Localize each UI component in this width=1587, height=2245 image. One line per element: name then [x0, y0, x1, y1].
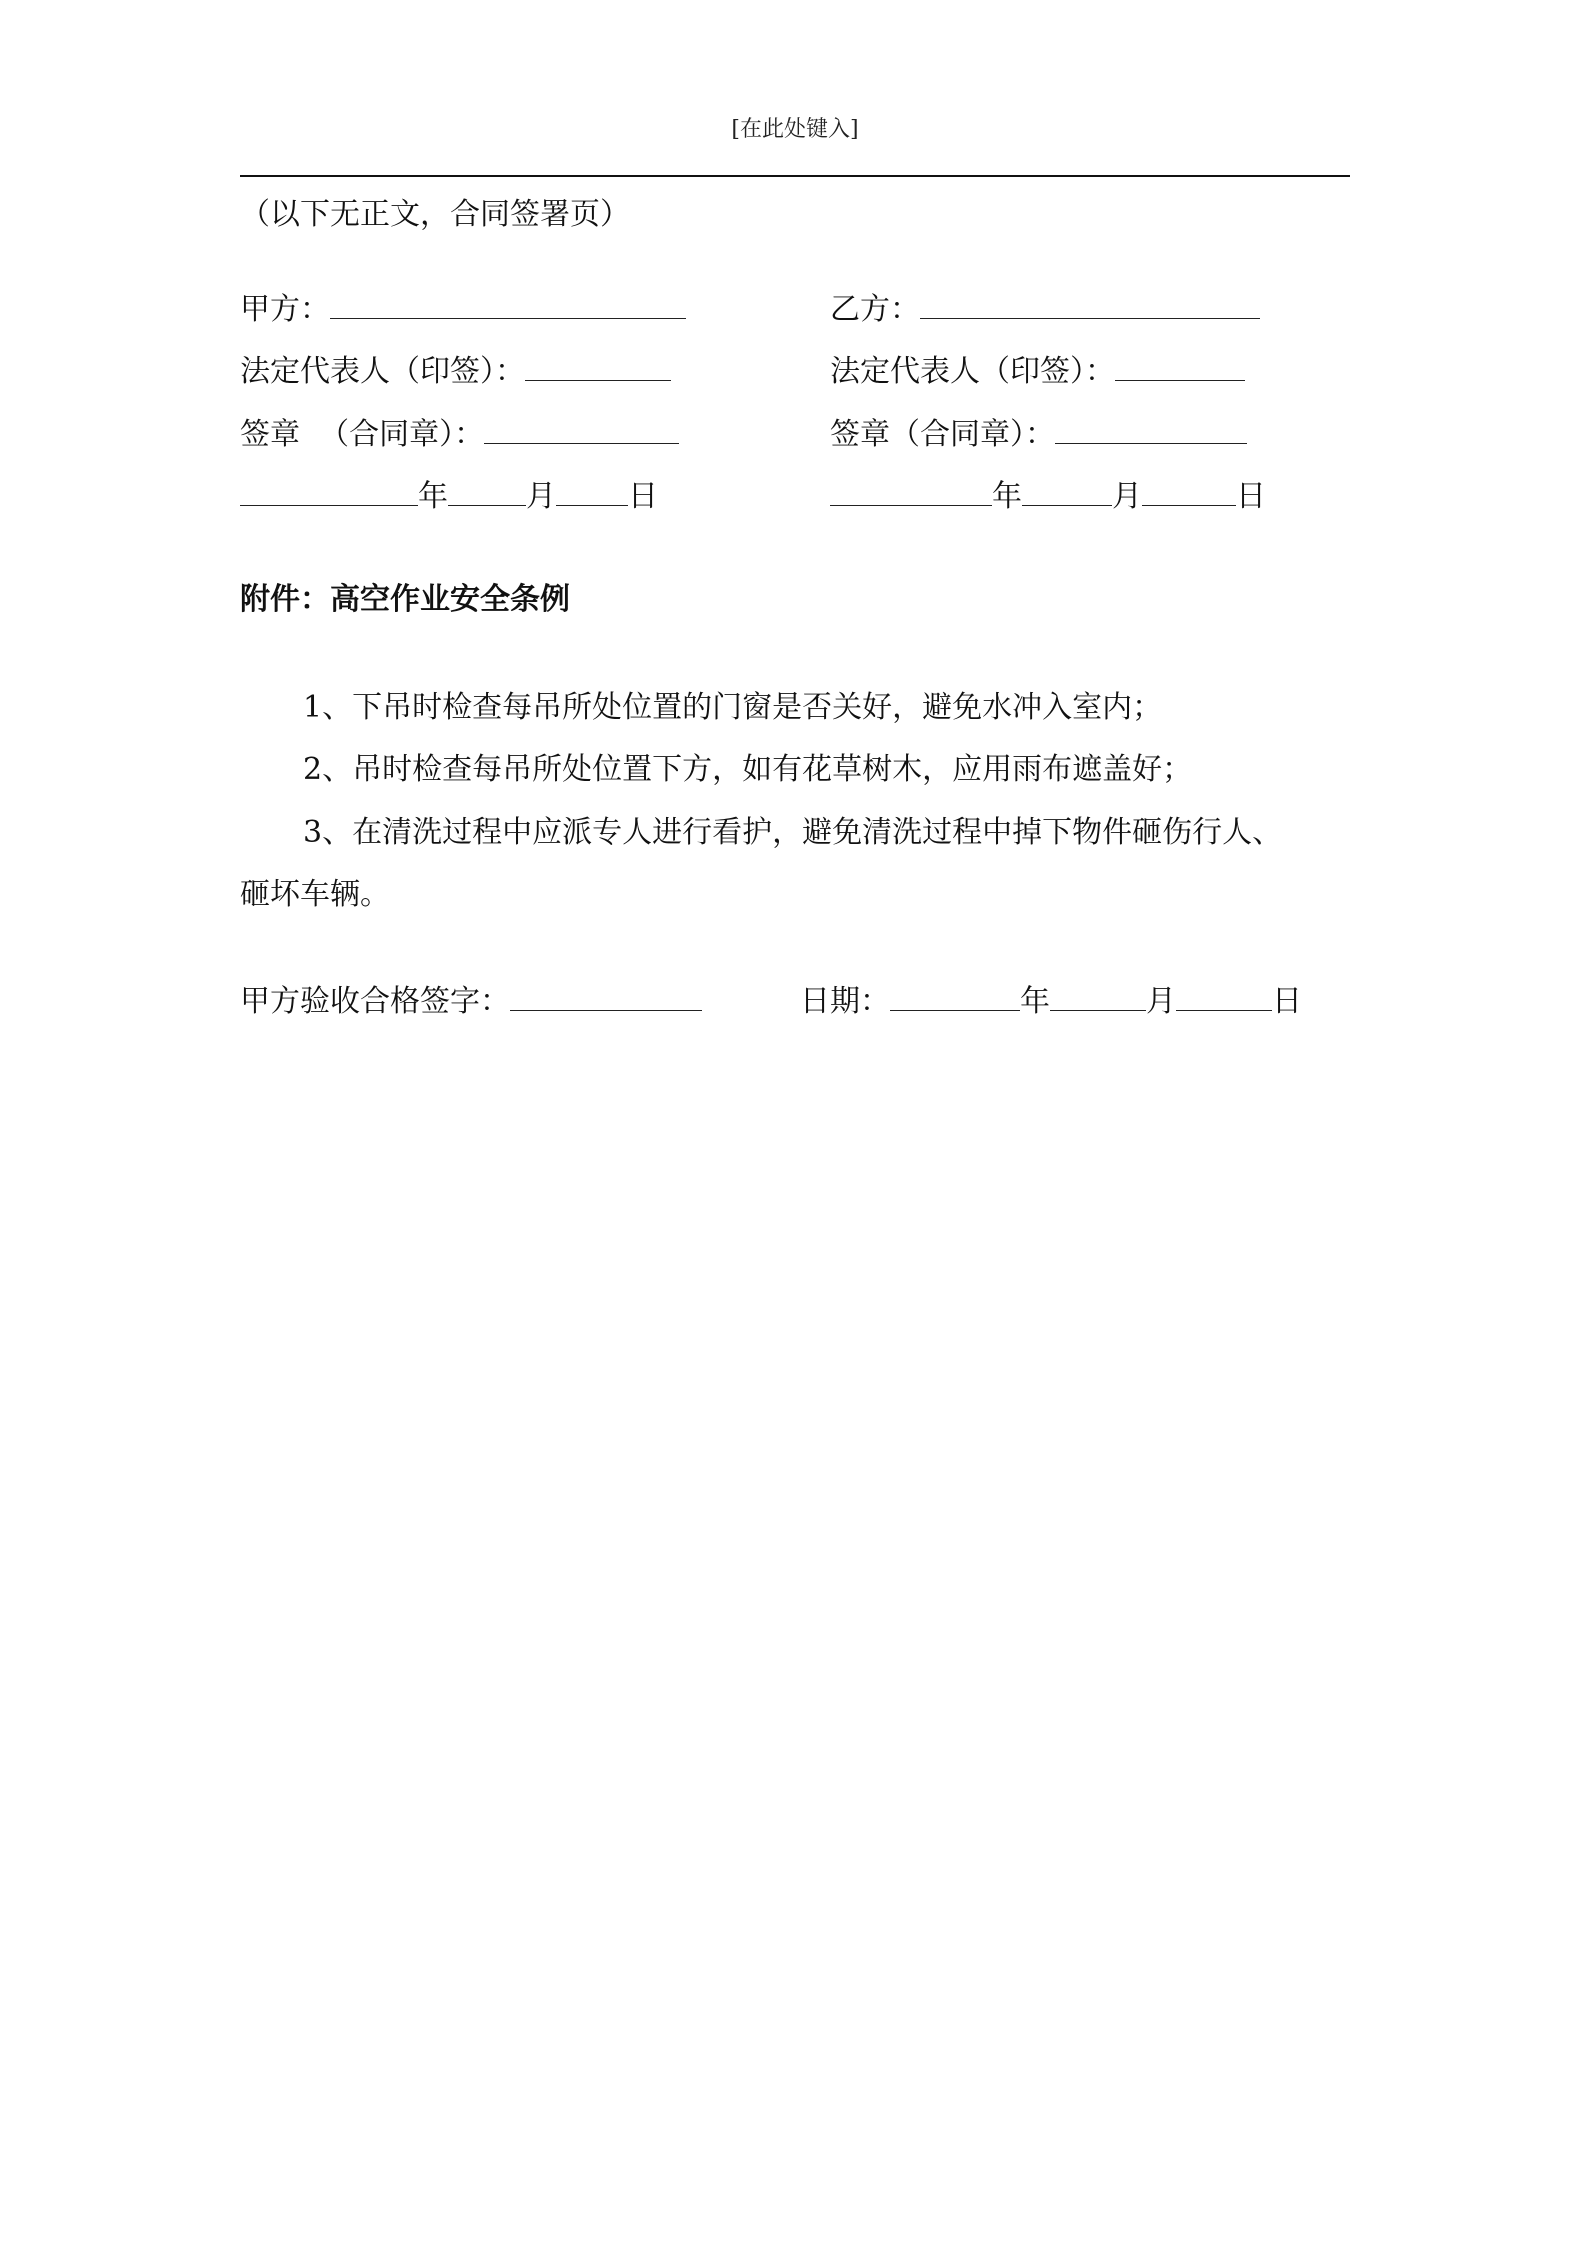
party-a-seal-label: 签章 （合同章）： — [240, 417, 485, 452]
party-b-year-blank — [830, 475, 992, 506]
party-a-legal-rep-blank — [525, 350, 671, 381]
party-b-seal-blank — [1055, 413, 1247, 444]
party-a-year-blank — [240, 475, 418, 506]
party-a-day-blank — [556, 475, 628, 506]
party-b-seal-line — [830, 413, 1247, 455]
party-a-seal-line — [240, 413, 679, 455]
party-a-legal-rep-label: 法定代表人（印签）： — [240, 354, 525, 389]
party-b-blank — [920, 288, 1260, 319]
party-a-line — [240, 288, 686, 330]
party-a-label: 甲方： — [240, 292, 330, 327]
attachment-title: 附件：高空作业安全条例 — [240, 582, 570, 617]
acceptance-day-label: 日 — [1272, 984, 1302, 1019]
acceptance-month-label: 月 — [1146, 984, 1176, 1019]
attachment-item-2: 2、吊时检查每吊所处位置下方，如有花草树木，应用雨布遮盖好； — [303, 752, 1193, 787]
party-b-legal-rep-blank — [1115, 350, 1245, 381]
party-b-month-label: 月 — [1112, 479, 1142, 514]
acceptance-date-label: 日期： — [800, 984, 890, 1019]
attachment-item-3-continued: 砸坏车辆。 — [240, 877, 390, 912]
party-b-label: 乙方： — [830, 292, 920, 327]
acceptance-label: 甲方验收合格签字： — [240, 984, 510, 1019]
acceptance-line — [240, 980, 702, 1022]
party-b-seal-label: 签章（合同章）： — [830, 417, 1055, 452]
party-b-year-label: 年 — [992, 479, 1022, 514]
acceptance-day-blank — [1176, 980, 1272, 1011]
party-a-month-blank — [448, 475, 526, 506]
signature-page-note: （以下无正文，合同签署页） — [240, 197, 630, 232]
party-b-legal-rep-line — [830, 350, 1245, 392]
attachment-item-1: 1、下吊时检查每吊所处位置的门窗是否关好，避免水冲入室内； — [303, 690, 1163, 725]
party-a-month-label: 月 — [526, 479, 556, 514]
page-header: [在此处键入] — [731, 117, 859, 142]
party-a-blank — [330, 288, 686, 319]
party-b-date-line — [830, 475, 1266, 517]
attachment-item-3: 3、在清洗过程中应派专人进行看护，避免清洗过程中掉下物件砸伤行人、 — [303, 815, 1283, 850]
party-a-seal-blank — [484, 413, 679, 444]
party-b-day-label: 日 — [1236, 479, 1266, 514]
party-b-month-blank — [1022, 475, 1112, 506]
header-rule — [240, 175, 1350, 177]
acceptance-signature-blank — [510, 980, 702, 1011]
acceptance-year-blank — [890, 980, 1020, 1011]
party-b-legal-rep-label: 法定代表人（印签）： — [830, 354, 1115, 389]
party-b-day-blank — [1142, 475, 1236, 506]
acceptance-year-label: 年 — [1020, 984, 1050, 1019]
party-a-date-line — [240, 475, 658, 517]
acceptance-date-line — [800, 980, 1302, 1022]
party-b-line — [830, 288, 1260, 330]
party-a-year-label: 年 — [418, 479, 448, 514]
party-a-day-label: 日 — [628, 479, 658, 514]
acceptance-month-blank — [1050, 980, 1146, 1011]
party-a-legal-rep-line — [240, 350, 671, 392]
